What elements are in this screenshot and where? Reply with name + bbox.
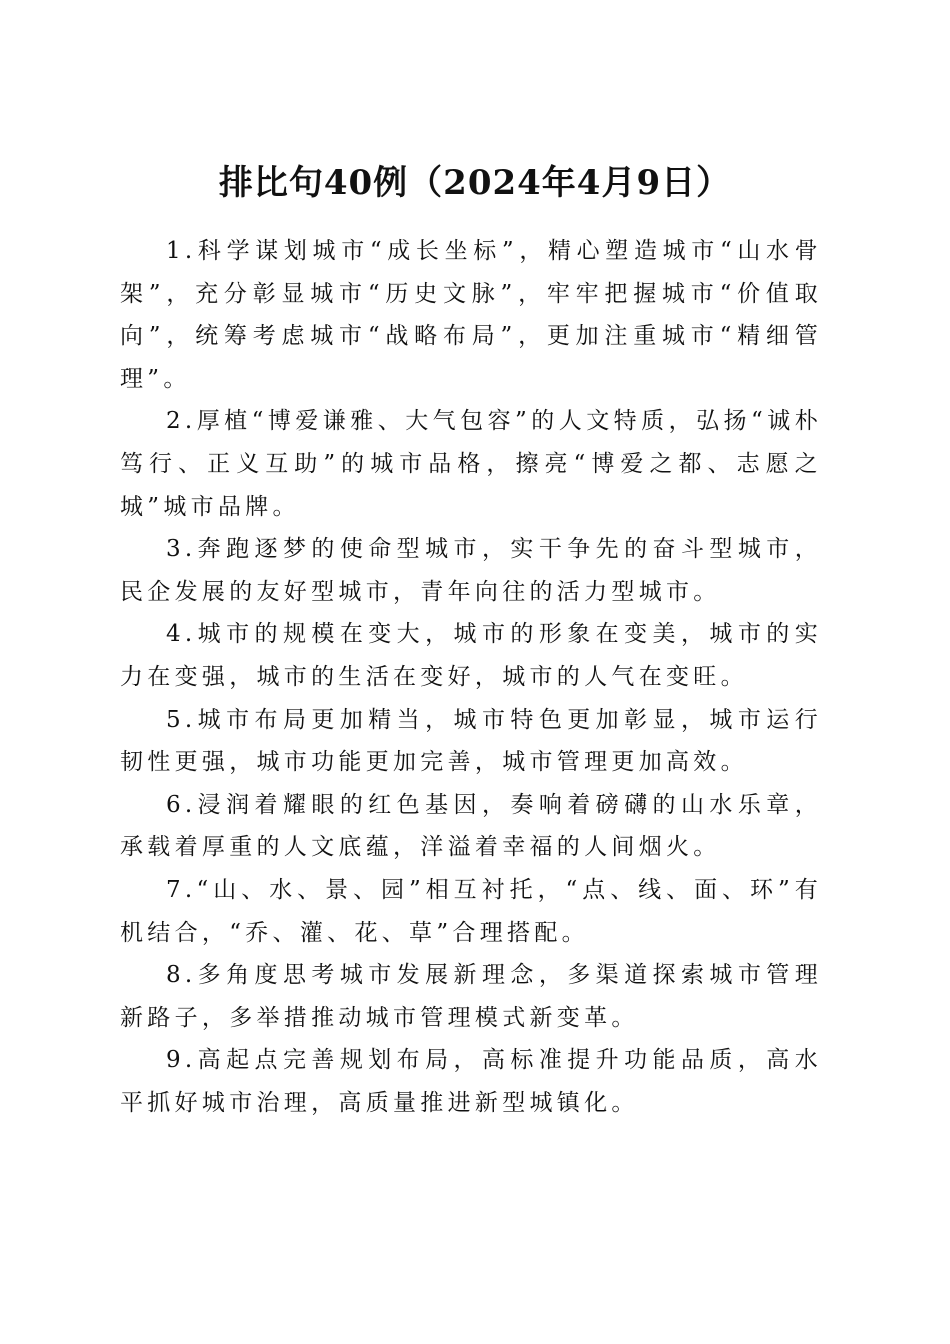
paragraph-7: 7.“山、水、景、园”相互衬托，“点、线、面、环”有机结合，“乔、灌、花、草”合理搭配。 <box>120 876 822 946</box>
paragraph-3: 3.奔跑逐梦的使命型城市，实干争先的奋斗型城市，民企发展的友好型城市，青年向往的活力型城市。 <box>120 536 822 605</box>
paragraph-9: 9.高起点完善规划布局，高标准提升功能品质，高水平抓好城市治理，高质量推进新型城镇化。 <box>120 1047 822 1116</box>
document-body <box>120 230 822 1124</box>
paragraph-2: 2.厚植“博爱谦雅、大气包容”的人文特质，弘扬“诚朴笃行、正义互助”的城市品格，擦亮“博爱之都、志愿之城”城市品牌。 <box>120 408 822 520</box>
paragraph-4: 4.城市的规模在变大，城市的形象在变美，城市的实力在变强，城市的生活在变好，城市的人气在变旺。 <box>120 621 822 690</box>
paragraph-6: 6.浸润着耀眼的红色基因，奏响着磅礴的山水乐章，承载着厚重的人文底蕴，洋溢着幸福的人间烟火。 <box>120 791 822 861</box>
document-title: 排比句40例（2024年4月9日） <box>218 162 732 203</box>
paragraph-8: 8.多角度思考城市发展新理念，多渠道探索城市管理新路子，多举措推动城市管理模式新变革。 <box>120 962 822 1031</box>
paragraph-5: 5.城市布局更加精当，城市特色更加彰显，城市运行韧性更强，城市功能更加完善，城市管理更加高效。 <box>120 706 822 776</box>
paragraph-1: 1.科学谋划城市“成长坐标”，精心塑造城市“山水骨架”，充分彰显城市“历史文脉”，牢牢把握城市“价值取向”，统筹考虑城市“战略布局”，更加注重城市“精细管理”。 <box>120 238 822 392</box>
